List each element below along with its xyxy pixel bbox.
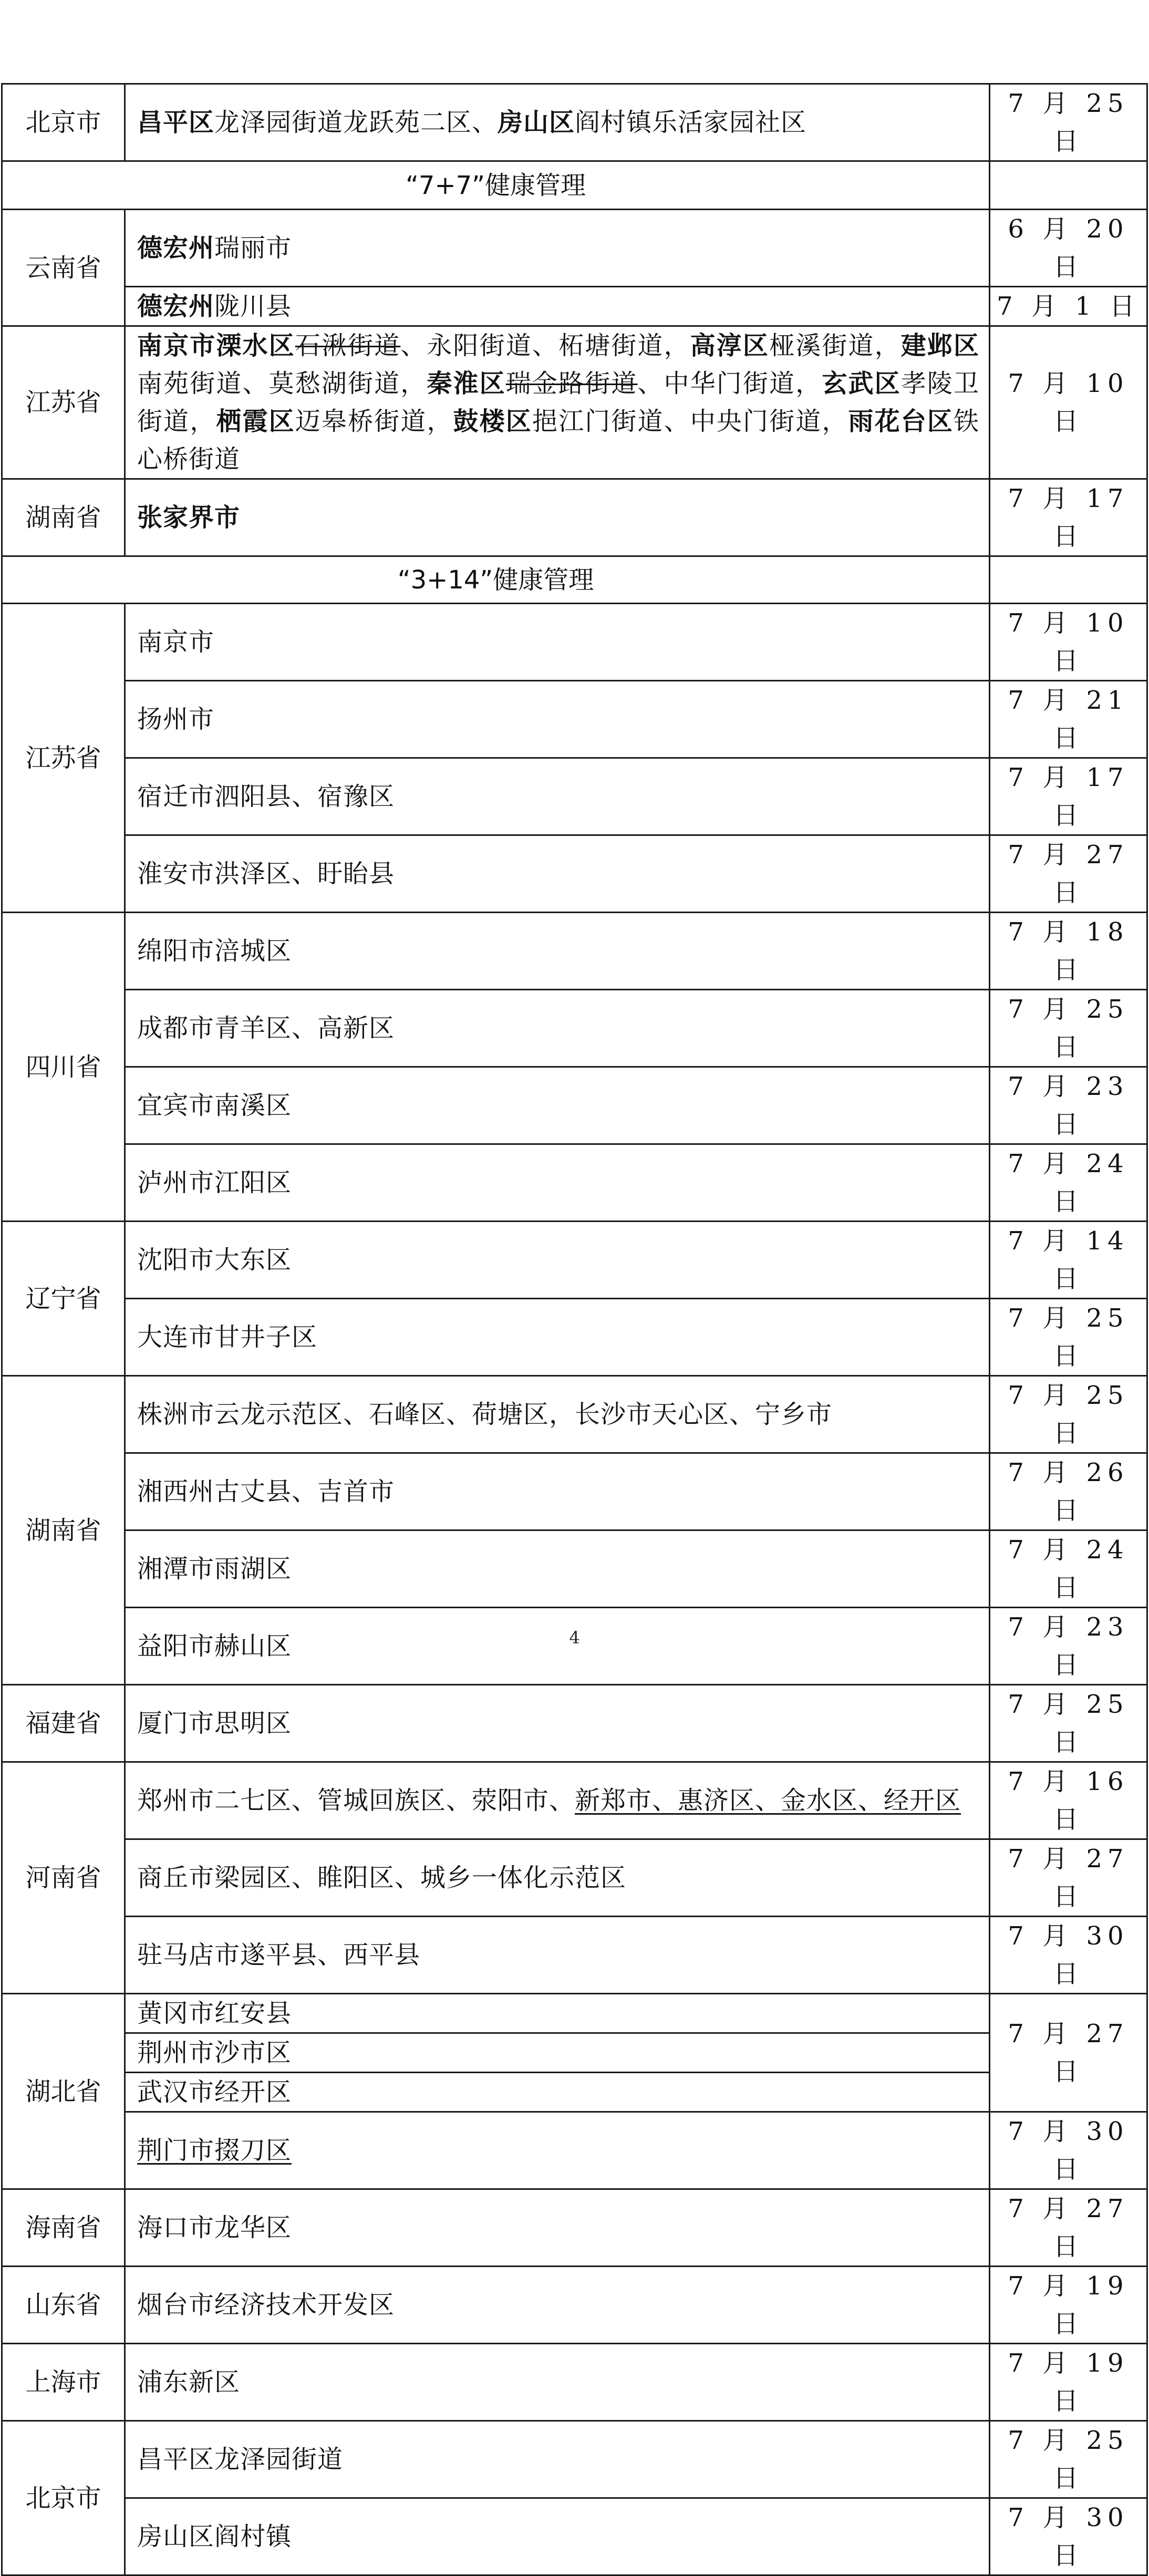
province-cell: 福建省 (2, 1685, 125, 1762)
area-text: 房山区 (498, 108, 575, 137)
table-row (2, 681, 1147, 758)
area-text: 陇川县 (214, 292, 292, 321)
date-cell: 7 月 24 日 (990, 1144, 1147, 1222)
area-text: 荆州市沙市区 (137, 2038, 292, 2067)
table-row (2, 1839, 1147, 1917)
table-row (2, 210, 1147, 287)
section-header-row (2, 161, 1147, 210)
area-text: 南苑街道、莫愁湖街道， (137, 369, 427, 398)
area-text: 湘潭市雨湖区 (137, 1554, 292, 1584)
table-row (2, 2033, 1147, 2073)
area-cell (125, 1376, 990, 1453)
area-text: 房山区阎村镇 (137, 2522, 292, 2551)
date-cell: 7 月 19 日 (990, 2344, 1147, 2421)
table-row (2, 1453, 1147, 1530)
area-text: 阎村镇乐活家园社区 (575, 108, 807, 137)
date-cell: 7 月 25 日 (990, 990, 1147, 1067)
date-cell: 7 月 25 日 (990, 2421, 1147, 2498)
date-cell: 7 月 25 日 (990, 1685, 1147, 1762)
empty-date-cell (990, 556, 1147, 604)
area-cell (125, 913, 990, 990)
table-row (2, 1144, 1147, 1222)
date-cell: 7 月 1 日 (990, 287, 1147, 326)
area-text: 瑞丽市 (214, 233, 292, 263)
table-row (2, 1994, 1147, 2033)
section-title: “3+14”健康管理 (2, 556, 990, 604)
date-cell: 7 月 30 日 (990, 1917, 1147, 1994)
area-text: 南京市 (137, 627, 215, 657)
table-row (2, 990, 1147, 1067)
date-cell: 7 月 14 日 (990, 1222, 1147, 1299)
area-text: 绵阳市涪城区 (137, 936, 292, 966)
area-text: 宿迁市泗阳县、宿豫区 (137, 782, 395, 811)
region-table-body (2, 84, 1147, 2575)
area-text: 益阳市赫山区 (137, 1631, 292, 1661)
area-cell (125, 1685, 990, 1762)
area-text: 荆门市掇刀区 (137, 2136, 292, 2165)
area-text: 新郑市、惠济区、金水区、经开区 (575, 1786, 961, 1815)
province-cell: 北京市 (2, 84, 125, 161)
table-row (2, 2112, 1147, 2189)
area-cell (125, 2498, 990, 2575)
empty-date-cell (990, 161, 1147, 210)
area-text: 雨花台区 (848, 407, 954, 436)
area-cell (125, 479, 990, 556)
area-text: 龙泽园街道龙跃苑二区、 (214, 108, 498, 137)
area-cell (125, 1299, 990, 1376)
area-cell (125, 1530, 990, 1608)
date-cell: 7 月 23 日 (990, 1608, 1147, 1685)
province-cell: 北京市 (2, 2421, 125, 2575)
area-text: 大连市甘井子区 (137, 1322, 318, 1352)
date-cell: 7 月 10 日 (990, 326, 1147, 479)
area-text: 石湫街道 (295, 331, 401, 360)
area-text: 烟台市经济技术开发区 (137, 2290, 395, 2320)
table-row (2, 2267, 1147, 2344)
province-cell: 河南省 (2, 1762, 125, 1994)
province-cell: 江苏省 (2, 326, 125, 479)
area-text: 铁心桥街道 (137, 407, 979, 474)
area-text: 南京市溧水区 (137, 331, 295, 360)
date-cell: 7 月 23 日 (990, 1067, 1147, 1144)
area-text: 扬州市 (137, 705, 215, 734)
region-table (1, 83, 1148, 2576)
table-row (2, 1376, 1147, 1453)
date-cell: 7 月 10 日 (990, 604, 1147, 681)
table-row (2, 2073, 1147, 2112)
table-row (2, 913, 1147, 990)
area-text: 玄武区 (822, 369, 901, 398)
date-cell: 7 月 27 日 (990, 835, 1147, 913)
area-cell (125, 2421, 990, 2498)
area-text: 昌平区 (137, 108, 215, 137)
date-cell: 7 月 21 日 (990, 681, 1147, 758)
table-row (2, 287, 1147, 326)
date-cell: 7 月 25 日 (990, 84, 1147, 161)
date-cell: 7 月 24 日 (990, 1530, 1147, 1608)
area-cell (125, 84, 990, 161)
date-cell: 7 月 25 日 (990, 1376, 1147, 1453)
area-text: 湘西州古丈县、吉首市 (137, 1477, 395, 1506)
area-cell (125, 1222, 990, 1299)
area-cell (125, 2189, 990, 2267)
section-header-row (2, 556, 1147, 604)
area-text: 株洲市云龙示范区、石峰区、荷塘区，长沙市天心区、宁乡市 (137, 1400, 833, 1429)
area-cell (125, 1839, 990, 1917)
area-cell (125, 604, 990, 681)
area-cell (125, 287, 990, 326)
area-cell (125, 758, 990, 835)
area-cell (125, 835, 990, 913)
area-text: 桠溪街道， (769, 331, 901, 360)
area-text: 泸州市江阳区 (137, 1168, 292, 1197)
table-row (2, 1917, 1147, 1994)
area-text: 驻马店市遂平县、西平县 (137, 1940, 421, 1970)
table-row (2, 1299, 1147, 1376)
area-text: 德宏州 (137, 233, 215, 263)
area-text: 高淳区 (690, 331, 770, 360)
area-text: 瑞金路街道 (505, 369, 638, 398)
area-cell (125, 681, 990, 758)
table-row (2, 2189, 1147, 2267)
area-text: 淮安市洪泽区、盱眙县 (137, 859, 395, 888)
date-cell: 7 月 18 日 (990, 913, 1147, 990)
area-text: 建邺区 (900, 331, 979, 360)
table-row (2, 84, 1147, 161)
area-cell (125, 2112, 990, 2189)
section-title: “7+7”健康管理 (2, 161, 990, 210)
table-row (2, 1067, 1147, 1144)
province-cell: 辽宁省 (2, 1222, 125, 1376)
area-text: 迈皋桥街道， (295, 407, 453, 436)
area-text: 黄冈市红安县 (137, 1999, 292, 2028)
area-text: 郑州市二七区、管城回族区、荥阳市、 (137, 1786, 575, 1815)
table-row (2, 1222, 1147, 1299)
province-cell: 湖南省 (2, 479, 125, 556)
province-cell: 湖北省 (2, 1994, 125, 2189)
area-cell (125, 2073, 990, 2112)
area-text: 武汉市经开区 (137, 2077, 292, 2107)
area-text: 、中华门街道， (637, 369, 822, 398)
date-cell: 7 月 26 日 (990, 1453, 1147, 1530)
area-cell (125, 210, 990, 287)
area-text: 秦淮区 (427, 369, 506, 398)
date-cell: 7 月 30 日 (990, 2498, 1147, 2575)
area-text: 昌平区龙泽园街道 (137, 2445, 344, 2474)
area-cell (125, 2344, 990, 2421)
table-row (2, 1685, 1147, 1762)
province-cell: 上海市 (2, 2344, 125, 2421)
area-text: 厦门市思明区 (137, 1709, 292, 1738)
table-row (2, 479, 1147, 556)
area-cell (125, 1994, 990, 2033)
date-cell: 7 月 30 日 (990, 2112, 1147, 2189)
date-cell: 7 月 27 日 (990, 2189, 1147, 2267)
table-row (2, 2421, 1147, 2498)
area-text: 孝陵卫街道， (137, 369, 979, 436)
area-text: 成都市青羊区、高新区 (137, 1013, 395, 1043)
date-cell: 7 月 17 日 (990, 479, 1147, 556)
date-cell: 7 月 27 日 (990, 1839, 1147, 1917)
area-text: 沈阳市大东区 (137, 1245, 292, 1275)
area-cell (125, 2267, 990, 2344)
area-cell (125, 990, 990, 1067)
area-cell (125, 2033, 990, 2073)
area-text: 栖霞区 (216, 407, 295, 436)
date-cell: 7 月 16 日 (990, 1762, 1147, 1839)
table-row (2, 2498, 1147, 2575)
table-row (2, 835, 1147, 913)
date-cell: 6 月 20 日 (990, 210, 1147, 287)
province-cell: 四川省 (2, 913, 125, 1222)
table-row (2, 2344, 1147, 2421)
table-row (2, 758, 1147, 835)
area-text: 浦东新区 (137, 2367, 241, 2397)
table-row (2, 604, 1147, 681)
area-text: 挹江门街道、中央门街道， (532, 407, 848, 436)
province-cell: 山东省 (2, 2267, 125, 2344)
province-cell: 云南省 (2, 210, 125, 326)
province-cell: 海南省 (2, 2189, 125, 2267)
date-cell: 7 月 27 日 (990, 1994, 1147, 2112)
area-cell (125, 1762, 990, 1839)
date-cell: 7 月 25 日 (990, 1299, 1147, 1376)
page-number: 4 (569, 1628, 580, 1648)
area-cell (125, 1067, 990, 1144)
province-cell: 江苏省 (2, 604, 125, 913)
area-text: 德宏州 (137, 292, 215, 321)
area-text: 商丘市梁园区、睢阳区、城乡一体化示范区 (137, 1863, 627, 1892)
date-cell: 7 月 17 日 (990, 758, 1147, 835)
area-text: 海口市龙华区 (137, 2213, 292, 2242)
date-cell: 7 月 19 日 (990, 2267, 1147, 2344)
table-row (2, 326, 1147, 479)
area-cell (125, 1144, 990, 1222)
area-cell (125, 1453, 990, 1530)
area-text: 宜宾市南溪区 (137, 1091, 292, 1120)
area-text: 、永阳街道、柘塘街道， (400, 331, 690, 360)
area-cell (125, 1917, 990, 1994)
area-text: 张家界市 (137, 503, 241, 532)
table-row (2, 1762, 1147, 1839)
area-text: 鼓楼区 (453, 407, 532, 436)
province-cell: 湖南省 (2, 1376, 125, 1685)
table-row (2, 1530, 1147, 1608)
area-cell (125, 326, 990, 479)
